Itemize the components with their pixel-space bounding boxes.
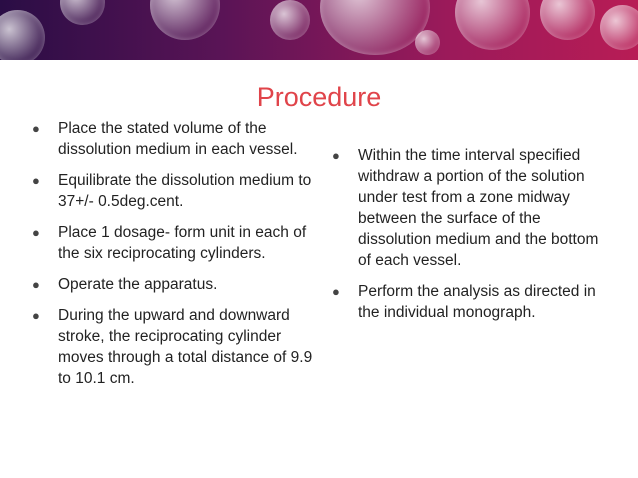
decorative-bubble [600,5,638,50]
bullet-text: Perform the analysis as directed in the individual monograph. [358,283,596,321]
list-item [30,222,320,264]
list-item [330,281,615,323]
bullet-text: Place the stated volume of the dissolution medium in each vessel. [58,120,298,158]
slide-title: Procedure [256,82,382,112]
bullet-icon: ● [332,284,340,299]
list-item [30,118,320,160]
bullet-text: During the upward and downward stroke, the reciprocating cylinder moves through a total distance of 9.9 to 10.1 cm. [58,307,313,387]
decorative-bubble [60,0,105,25]
bullet-icon: ● [332,148,340,163]
decorative-bubble [415,30,440,55]
left-bullet-list [30,118,320,399]
decorative-bubble [0,10,45,60]
bullet-icon: ● [32,121,40,136]
decorative-bubble [540,0,595,40]
bullet-icon: ● [32,308,40,323]
list-item [30,305,320,389]
bullet-icon: ● [32,225,40,240]
bullet-icon: ● [32,173,40,188]
bullet-text: Equilibrate the dissolution medium to 37+/- 0.5deg.cent. [58,172,312,210]
list-item [330,145,615,271]
header-banner [0,0,638,60]
bullet-text: Operate the apparatus. [58,276,218,293]
list-item [30,274,320,295]
right-bullet-list [330,145,615,333]
bullet-text: Place 1 dosage- form unit in each of the six reciprocating cylinders. [58,224,307,262]
decorative-bubble [320,0,430,55]
decorative-bubble [270,0,310,40]
bullet-text: Within the time interval specified withdraw a portion of the solution under test from a zone midway between the surface of the dissolution medium and the bottom of each vessel. [358,147,599,269]
list-item [30,170,320,212]
decorative-bubble [455,0,530,50]
decorative-bubble [150,0,220,40]
bullet-icon: ● [32,277,40,292]
